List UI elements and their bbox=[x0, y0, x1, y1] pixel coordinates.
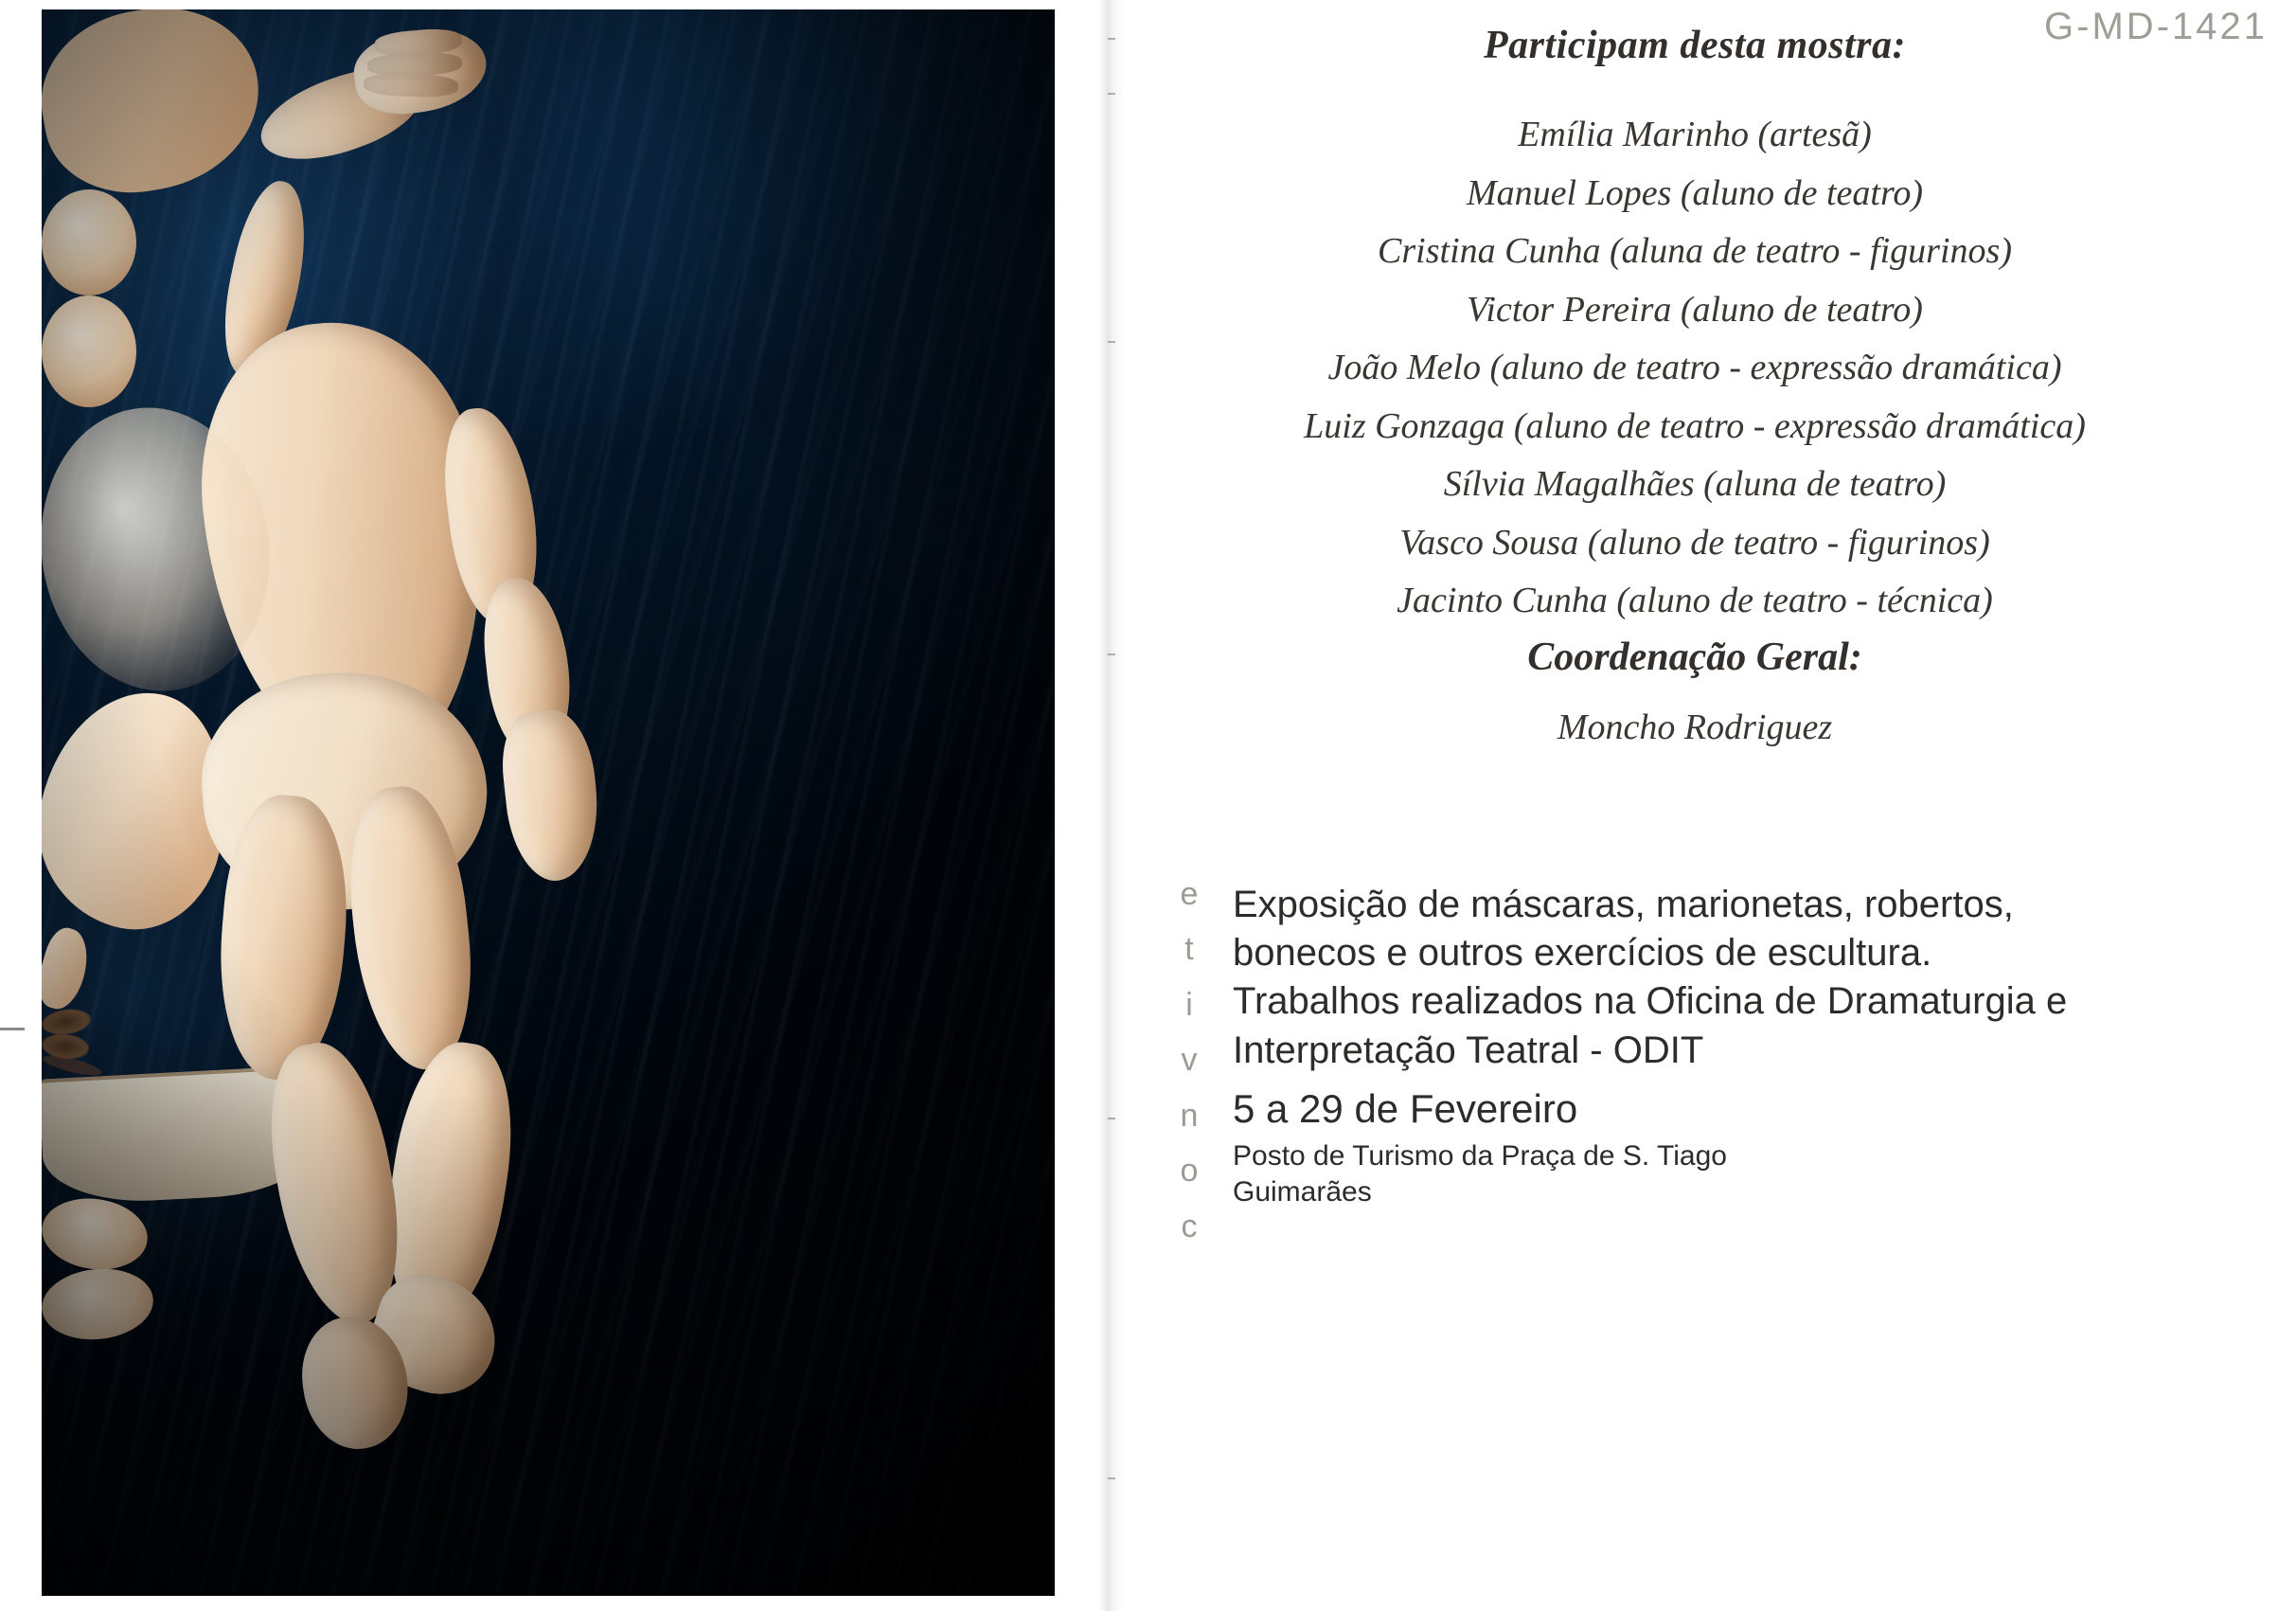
seam-mark bbox=[1108, 1477, 1115, 1479]
seam-mark bbox=[1108, 341, 1115, 343]
participant-item: Victor Pereira (aluno de teatro) bbox=[1467, 289, 1923, 330]
vertical-letter: c bbox=[1181, 1208, 1198, 1244]
vertical-letter: e bbox=[1180, 876, 1199, 912]
seam-mark bbox=[1108, 38, 1115, 40]
participant-item: João Melo (aluno de teatro - expressão dramática) bbox=[1327, 348, 2062, 388]
participant-item: Manuel Lopes (aluno de teatro) bbox=[1467, 172, 1923, 213]
vertical-letter: i bbox=[1185, 986, 1193, 1023]
participants-heading: Participam desta mostra: bbox=[1484, 24, 1906, 67]
info-line: bonecos e outros exercícios de escultura. bbox=[1233, 932, 1932, 975]
participant-item: Jacinto Cunha (aluno de teatro - técnica) bbox=[1397, 581, 1993, 621]
vertical-letter: n bbox=[1180, 1097, 1199, 1134]
venue-city: Guimarães bbox=[1233, 1176, 1372, 1208]
info-line: Interpretação Teatral - ODIT bbox=[1233, 1029, 1704, 1071]
participant-item: Emília Marinho (artesã) bbox=[1518, 115, 1872, 154]
info-line: Trabalhos realizados na Oficina de Dramaturgia e bbox=[1233, 980, 2068, 1023]
vertical-letter: v bbox=[1181, 1042, 1198, 1079]
seam-mark bbox=[1108, 653, 1115, 655]
coordination-heading: Coordenação Geral: bbox=[1527, 635, 1862, 679]
participant-item: Vasco Sousa (aluno de teatro - figurinos) bbox=[1399, 522, 1990, 563]
venue-line: Posto de Turismo da Praça de S. Tiago bbox=[1233, 1139, 1727, 1172]
seam-mark bbox=[1108, 1118, 1115, 1119]
photo-vignette bbox=[42, 9, 1055, 1596]
participant-item: Cristina Cunha (aluna de teatro - figurinos) bbox=[1378, 231, 2012, 272]
archive-code: G-MD-1421 bbox=[2044, 6, 2268, 47]
participant-item: Sílvia Magalhães (aluna de teatro) bbox=[1443, 464, 1947, 505]
scan-fold-seam bbox=[1098, 0, 1123, 1611]
vertical-convite-label bbox=[1166, 867, 1212, 1254]
participants-section bbox=[1127, 23, 2263, 631]
coordination-name: Moncho Rodriguez bbox=[1557, 707, 1833, 747]
seam-mark bbox=[1108, 93, 1115, 95]
vertical-letter: o bbox=[1180, 1153, 1199, 1190]
exhibition-info-block bbox=[1233, 881, 2180, 1211]
page-edge-mark bbox=[0, 1028, 25, 1030]
vertical-letter: t bbox=[1184, 931, 1194, 968]
photograph bbox=[42, 9, 1055, 1596]
info-line: Exposição de máscaras, marionetas, robertos, bbox=[1233, 884, 2014, 925]
invitation-text-panel bbox=[1127, 0, 2296, 1611]
participant-item: Luiz Gonzaga (aluno de teatro - expressão dramática) bbox=[1304, 405, 2086, 446]
exhibition-dates: 5 a 29 de Fevereiro bbox=[1233, 1085, 1578, 1131]
coordination-section bbox=[1127, 635, 2263, 748]
